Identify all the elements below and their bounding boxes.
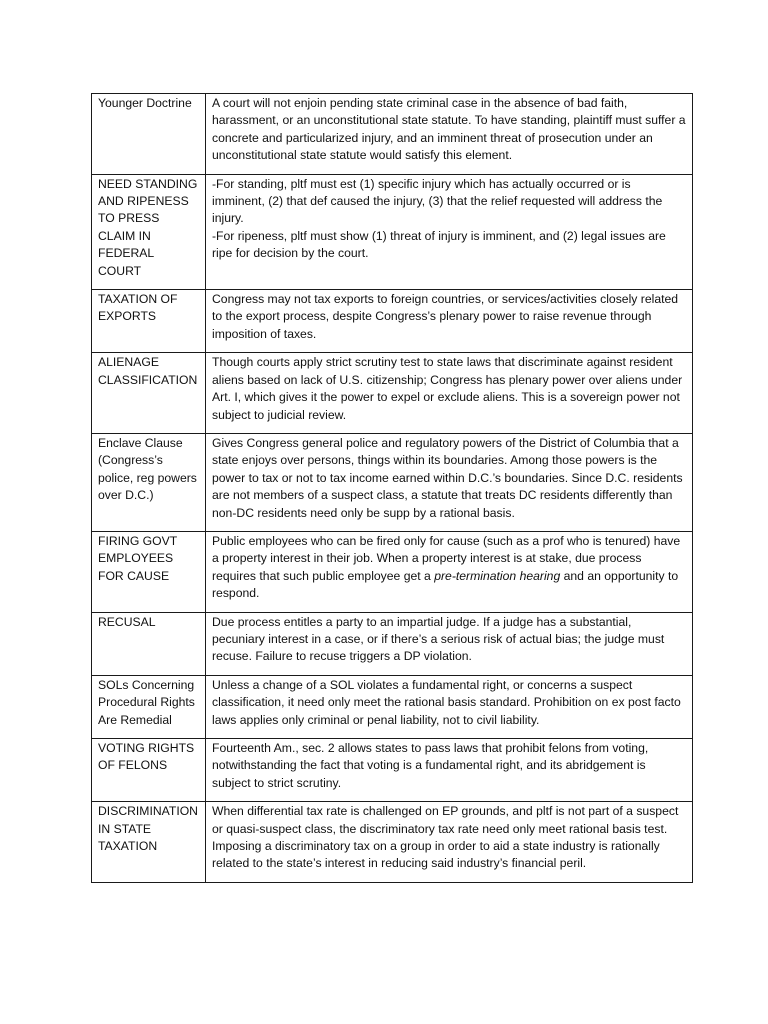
rule-text: A court will not enjoin pending state criminal case in the absence of bad faith, harassment, or an unconstitutional state statute. To have standing, plaintiff must suffer a concrete and particularized injury, and an imminent threat of prosecution under an unconstitutional state statute would satisfy this element.: [212, 96, 686, 163]
rule-text: Though courts apply strict scrutiny test to state laws that discriminate against resident aliens based on lack of U.S. citizenship; Congress has plenary power over aliens under Art. I, which gives it the power to expel or exclude aliens. This is a sovereign power not subject to judicial review.: [212, 355, 683, 422]
table-row: [92, 174, 693, 289]
table-row: [92, 353, 693, 434]
rule-cell: [206, 290, 693, 353]
rule-text: Congress may not tax exports to foreign countries, or services/activities closely related to the export process, despite Congress’s plenary power to raise revenue through imposition of taxes.: [212, 292, 679, 341]
rule-text-start: Public employees who can be fired only for cause (such as a prof who is tenured) have a property interest in their job. When a property interest is at stake, due process requires that such public employee get a: [212, 533, 681, 583]
rule-text: Unless a change of a SOL violates a fundamental right, or concerns a suspect classification, it need only meet the rational basis standard. Prohibition on ex post facto laws applies only criminal or penal liability, not to civil liability.: [212, 677, 681, 727]
topic-cell: FIRING GOVT EMPLOYEES FOR CAUSE: [92, 531, 206, 612]
topic-cell: VOTING RIGHTS OF FELONS: [92, 739, 206, 802]
topic-cell: NEED STANDING AND RIPENESS TO PRESS CLAIM IN FEDERAL COURT: [92, 174, 206, 289]
rule-text: Due process entitles a party to an impartial judge. If a judge has a substantial, pecuniary interest in a case, or if there’s a serious risk of actual bias; the judge must recuse. Failure to recuse triggers a DP violation.: [212, 614, 665, 664]
rule-cell: [206, 433, 693, 531]
topic-cell: RECUSAL: [92, 612, 206, 675]
rule-text: -For standing, pltf must est (1) specific injury which has actually occurred or is imminent, (2) that def caused the injury, (3) that the relief requested will address the injury.: [212, 176, 663, 226]
rule-cell: [206, 174, 693, 289]
rule-emphasis: pre-termination hearing: [434, 568, 561, 583]
topic-cell: Younger Doctrine: [92, 94, 206, 175]
outline-table: [91, 93, 693, 883]
table-row: [92, 675, 693, 738]
topic-cell: TAXATION OF EXPORTS: [92, 290, 206, 353]
topic-cell: SOLs Concerning Procedural Rights Are Remedial: [92, 675, 206, 738]
topic-cell: ALIENAGE CLASSIFICATION: [92, 353, 206, 434]
rule-text: Fourteenth Am., sec. 2 allows states to pass laws that prohibit felons from voting, notwithstanding the fact that voting is a fundamental right, and its abridgement is subject to strict scrutiny.: [212, 741, 649, 790]
rule-text: When differential tax rate is challenged on EP grounds, and pltf is not part of a suspect or quasi-suspect class, the discriminatory tax rate need only meet rational basis test. Imposing a discriminatory tax on a group in order to aid a state industry is rationally related to the state’s interest in reducing said industry’s financial peril.: [212, 804, 679, 871]
table-row: [92, 802, 693, 883]
topic-cell: DISCRIMINATION IN STATE TAXATION: [92, 802, 206, 883]
rule-cell: [206, 802, 693, 883]
table-row: [92, 94, 693, 175]
rule-cell: [206, 675, 693, 738]
rule-text: -For ripeness, pltf must show (1) threat of injury is imminent, and (2) legal issues are ripe for decision by the court.: [212, 228, 666, 261]
rule-cell: [206, 739, 693, 802]
rule-text: Gives Congress general police and regulatory powers of the District of Columbia that a state enjoys over persons, things within its boundaries. Among those powers is the power to tax or not to tax income earned within D.C.’s boundaries. Since D.C. residents are not members of a suspect class, a statute that treats DC residents differently than non-DC residents need only be supp by a rational basis.: [212, 435, 683, 520]
table-row: [92, 739, 693, 802]
table-row: [92, 290, 693, 353]
rule-cell: [206, 612, 693, 675]
rule-text: [212, 533, 686, 603]
table-row: [92, 612, 693, 675]
rule-text-end: and an opportunity to respond.: [212, 568, 679, 601]
rule-cell: [206, 531, 693, 612]
topic-cell: Enclave Clause (Congress’s police, reg powers over D.C.): [92, 433, 206, 531]
rule-cell: [206, 353, 693, 434]
rule-cell: [206, 94, 693, 175]
table-row: [92, 531, 693, 612]
table-row: [92, 433, 693, 531]
